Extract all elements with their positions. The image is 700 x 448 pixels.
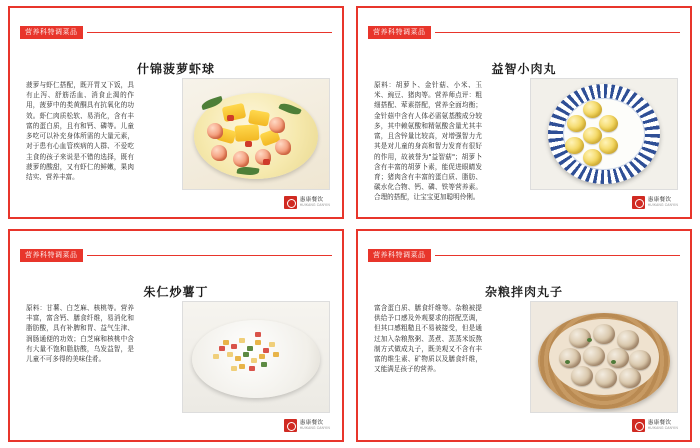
brand-name-en: HUIKANG CANYIN <box>647 202 678 207</box>
slide-2-banner <box>368 26 680 39</box>
brand-logo-icon <box>284 196 297 209</box>
brand-name-cn: 惠康餐饮 <box>299 196 324 203</box>
slide-3-banner-tag: 营养科特调菜品 <box>20 249 83 262</box>
sweet-potato-dice-photo <box>182 301 330 413</box>
slide-2-footer-logo <box>632 196 678 209</box>
slide-3-body: 原料：甘薯、白芝麻、核桃等。营养丰富，富含钙、膳食纤维，易消化和脂肪酸，具有补脾和胃、益气生津、润肠通便的功效；白芝麻和核桃中含有大量不饱和脂肪酸，乌发益智，是儿童不可多得的美味佳肴。 <box>26 304 134 364</box>
slide-2-banner-rule <box>435 32 681 33</box>
slide-3-title: 朱仁炒薯丁 <box>143 285 209 299</box>
slide-2-title: 益智小肉丸 <box>491 62 557 76</box>
slide-1-banner <box>20 26 332 39</box>
slide-grid <box>8 6 692 442</box>
slide-1-body: 菠萝与虾仁搭配，既开胃又下饭，具有止泻、舒筋活血、消食止渴的作用，菠萝中的类黄酮具有抗氧化的功效。虾仁肉质松软、易消化，含有丰富的蛋白质，且有和钙、磷等。儿童多吃可以补充身体所需的大量元素，对于患有心血管疾病的人群、不爱吃主食的孩子来说是不错的选择，既有菠萝的酸甜，又有虾仁的鲜嫩，果肉结实、营养丰富。 <box>26 81 134 181</box>
slide-1-banner-tag: 营养科特调菜品 <box>20 26 83 39</box>
brand-logo-text <box>300 198 330 207</box>
slide-1-title: 什锦菠萝虾球 <box>136 62 215 76</box>
slide-3[interactable] <box>8 229 344 442</box>
brand-name-en: HUIKANG CANYIN <box>299 425 330 430</box>
yizhi-meatballs-photo <box>530 78 678 190</box>
brand-name-cn: 惠康餐饮 <box>647 419 672 426</box>
slide-3-footer-logo <box>284 419 330 432</box>
brand-logo-text <box>648 198 678 207</box>
brand-logo-text <box>300 421 330 430</box>
slide-2[interactable] <box>356 6 692 219</box>
brand-logo-text <box>648 421 678 430</box>
brand-logo-icon <box>632 419 645 432</box>
slide-4-banner-rule <box>435 255 681 256</box>
slide-1-footer-logo <box>284 196 330 209</box>
yizhi-meatballs-artwork <box>531 79 677 189</box>
slide-2-body: 原料：胡萝卜、金针菇、小米、玉米、豌豆、猪肉等。营养师点评：粗细搭配、荤素搭配，营养全面均衡；金针菇中含有人体必需氨基酸成分较多，其中赖氨酸和精氨酸含量尤其丰富，且含锌量比较高，对增强智力尤其是对儿童的身高和智力发育有很好的作用，故被誉为"益智菇"；胡萝卜含有丰富的胡萝卜素，能促进眼睛发育；猪肉含有丰富的蛋白质、脂肪、碳水化合物、钙、磷、铁等营养素。合理的搭配，让宝宝更加聪明伶俐。 <box>374 81 482 202</box>
slide-3-banner-rule <box>87 255 333 256</box>
brand-name-en: HUIKANG CANYIN <box>647 425 678 430</box>
slide-4-banner-tag: 营养科特调菜品 <box>368 249 431 262</box>
mixed-grain-meatballs-artwork <box>531 302 677 412</box>
mixed-grain-meatballs-photo <box>530 301 678 413</box>
brand-logo-icon <box>284 419 297 432</box>
pineapple-shrimp-artwork <box>183 79 329 189</box>
brand-name-cn: 惠康餐饮 <box>299 419 324 426</box>
slide-4-title: 杂粮拌肉丸子 <box>484 285 563 299</box>
brand-logo-icon <box>632 196 645 209</box>
sweet-potato-dice-artwork <box>183 302 329 412</box>
brand-name-cn: 惠康餐饮 <box>647 196 672 203</box>
slide-1-banner-rule <box>87 32 333 33</box>
brand-name-en: HUIKANG CANYIN <box>299 202 330 207</box>
slide-1[interactable] <box>8 6 344 219</box>
slide-4-banner <box>368 249 680 262</box>
slide-3-banner <box>20 249 332 262</box>
slide-4-body: 富含蛋白质、膳食纤维等。杂粮被提供给予口感及外观要求的搭配烹调，但其口感粗糙且不易被接受，但是通过加入杂粮熬粥、蒸煮、蒸蒸米饭熬制方式做成丸子，既美观又不含有丰富的维生素、矿物质以及膳食纤维，又能满足孩子的营养。 <box>374 304 482 374</box>
slide-4-footer-logo <box>632 419 678 432</box>
slide-4[interactable] <box>356 229 692 442</box>
pineapple-shrimp-photo <box>182 78 330 190</box>
slide-2-banner-tag: 营养科特调菜品 <box>368 26 431 39</box>
